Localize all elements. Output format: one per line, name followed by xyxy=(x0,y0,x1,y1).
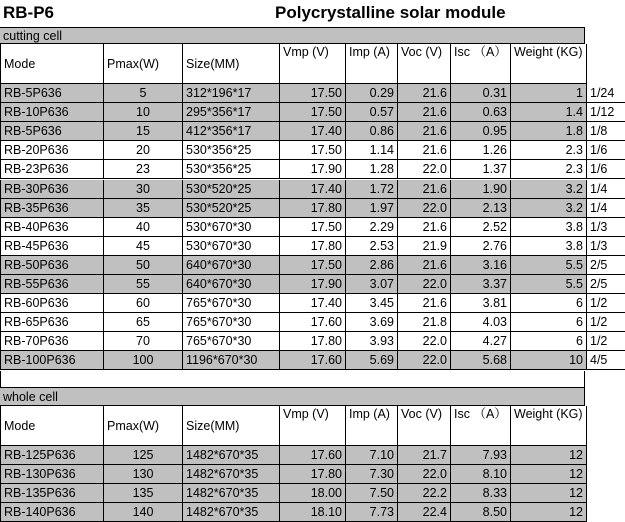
cell-pmax: 130 xyxy=(104,465,183,484)
cell-size: 530*356*25 xyxy=(183,160,280,179)
header-voc: Voc (V) xyxy=(398,406,451,446)
cell-isc: 8.33 xyxy=(451,484,511,503)
table-row xyxy=(0,103,625,122)
cell-voc: 21.7 xyxy=(398,446,451,465)
cell-ratio: 1/2 xyxy=(587,332,625,351)
cell-imp: 3.69 xyxy=(346,313,398,332)
cell-mode: RB-5P636 xyxy=(0,84,104,103)
cell-vmp: 17.90 xyxy=(280,160,346,179)
table-row xyxy=(0,465,625,484)
cell-isc: 0.95 xyxy=(451,122,511,141)
cell-voc: 22.0 xyxy=(398,160,451,179)
cell-ratio: 1/4 xyxy=(587,180,625,199)
table-row xyxy=(0,180,625,199)
cell-imp: 1.72 xyxy=(346,180,398,199)
cell-pmax: 23 xyxy=(104,160,183,179)
cell-weight: 1.8 xyxy=(511,122,587,141)
header-weight: Weight (KG) xyxy=(511,44,587,84)
cell-mode: RB-20P636 xyxy=(0,141,104,160)
cell-size: 412*356*17 xyxy=(183,122,280,141)
cell-isc: 0.63 xyxy=(451,103,511,122)
cell-mode: RB-23P636 xyxy=(0,160,104,179)
cell-mode: RB-65P636 xyxy=(0,313,104,332)
cell-size: 765*670*30 xyxy=(183,313,280,332)
cell-pmax: 20 xyxy=(104,141,183,160)
cell-imp: 2.29 xyxy=(346,218,398,237)
cell-voc: 21.6 xyxy=(398,256,451,275)
table-row xyxy=(0,160,625,179)
section-cutting-cell: cutting cell xyxy=(0,27,585,44)
cell-isc: 3.81 xyxy=(451,294,511,313)
cell-isc: 8.50 xyxy=(451,503,511,522)
cell-size: 765*670*30 xyxy=(183,294,280,313)
cell-imp: 1.97 xyxy=(346,199,398,218)
cell-pmax: 15 xyxy=(104,122,183,141)
cell-imp: 5.69 xyxy=(346,351,398,370)
cell-isc: 7.93 xyxy=(451,446,511,465)
cell-ratio: 1/6 xyxy=(587,160,625,179)
cell-vmp: 17.50 xyxy=(280,84,346,103)
cell-mode: RB-40P636 xyxy=(0,218,104,237)
cell-pmax: 70 xyxy=(104,332,183,351)
cell-mode: RB-125P636 xyxy=(0,446,104,465)
table-row xyxy=(0,294,625,313)
cell-pmax: 125 xyxy=(104,446,183,465)
header-row xyxy=(0,44,625,84)
cell-vmp: 17.80 xyxy=(280,332,346,351)
cell-weight: 1 xyxy=(511,84,587,103)
cell-pmax: 40 xyxy=(104,218,183,237)
blank-row xyxy=(0,371,625,388)
cell-vmp: 18.10 xyxy=(280,503,346,522)
cell-isc: 1.37 xyxy=(451,160,511,179)
cell-imp: 3.07 xyxy=(346,275,398,294)
cell-imp: 0.57 xyxy=(346,103,398,122)
cell-size: 530*520*25 xyxy=(183,199,280,218)
cell-mode: RB-45P636 xyxy=(0,237,104,256)
cell-pmax: 50 xyxy=(104,256,183,275)
page-title: Polycrystalline solar module xyxy=(275,3,506,22)
cell-isc: 0.31 xyxy=(451,84,511,103)
cell-imp: 3.93 xyxy=(346,332,398,351)
cell-voc: 21.8 xyxy=(398,313,451,332)
cell-size: 1482*670*35 xyxy=(183,484,280,503)
cell-voc: 21.6 xyxy=(398,180,451,199)
table-row xyxy=(0,237,625,256)
cell-size: 1482*670*35 xyxy=(183,503,280,522)
cell-isc: 8.10 xyxy=(451,465,511,484)
cell-vmp: 17.60 xyxy=(280,351,346,370)
cell-imp: 7.73 xyxy=(346,503,398,522)
cell-weight: 12 xyxy=(511,503,587,522)
cell-imp: 1.28 xyxy=(346,160,398,179)
header-size: Size(MM) xyxy=(183,406,280,446)
cell-size: 765*670*30 xyxy=(183,332,280,351)
cell-voc: 22.0 xyxy=(398,199,451,218)
cell-weight: 3.2 xyxy=(511,180,587,199)
cell-voc: 22.0 xyxy=(398,332,451,351)
cell-voc: 22.0 xyxy=(398,351,451,370)
cell-weight: 5.5 xyxy=(511,256,587,275)
cell-isc: 1.90 xyxy=(451,180,511,199)
cell-vmp: 17.50 xyxy=(280,218,346,237)
cell-pmax: 135 xyxy=(104,484,183,503)
cell-pmax: 5 xyxy=(104,84,183,103)
cell-vmp: 18.00 xyxy=(280,484,346,503)
cell-pmax: 140 xyxy=(104,503,183,522)
table-row xyxy=(0,313,625,332)
cell-ratio: 2/5 xyxy=(587,275,625,294)
cell-mode: RB-70P636 xyxy=(0,332,104,351)
cell-pmax: 35 xyxy=(104,199,183,218)
cell-weight: 6 xyxy=(511,294,587,313)
cell-size: 640*670*30 xyxy=(183,256,280,275)
cell-imp: 3.45 xyxy=(346,294,398,313)
table-row xyxy=(0,351,625,370)
cell-pmax: 65 xyxy=(104,313,183,332)
cell-mode: RB-30P636 xyxy=(0,180,104,199)
cell-size: 1482*670*35 xyxy=(183,446,280,465)
cell-size: 530*670*30 xyxy=(183,218,280,237)
cell-mode: RB-140P636 xyxy=(0,503,104,522)
cell-mode: RB-130P636 xyxy=(0,465,104,484)
cell-pmax: 45 xyxy=(104,237,183,256)
cell-ratio: 1/24 xyxy=(587,84,625,103)
cell-voc: 22.2 xyxy=(398,484,451,503)
cell-pmax: 30 xyxy=(104,180,183,199)
header-row xyxy=(0,406,625,446)
cell-imp: 1.14 xyxy=(346,141,398,160)
cell-imp: 0.29 xyxy=(346,84,398,103)
cell-ratio: 1/4 xyxy=(587,199,625,218)
table-row xyxy=(0,141,625,160)
cell-weight: 6 xyxy=(511,332,587,351)
cell-ratio: 1/6 xyxy=(587,141,625,160)
cell-size: 640*670*30 xyxy=(183,275,280,294)
cell-voc: 21.9 xyxy=(398,237,451,256)
header-imp: Imp (A) xyxy=(346,406,398,446)
cell-size: 530*356*25 xyxy=(183,141,280,160)
cell-weight: 5.5 xyxy=(511,275,587,294)
cell-weight: 1.4 xyxy=(511,103,587,122)
cell-weight: 2.3 xyxy=(511,141,587,160)
cell-pmax: 55 xyxy=(104,275,183,294)
cell-isc: 4.03 xyxy=(451,313,511,332)
cell-vmp: 17.80 xyxy=(280,465,346,484)
cell-mode: RB-55P636 xyxy=(0,275,104,294)
cell-isc: 3.37 xyxy=(451,275,511,294)
cell-mode: RB-35P636 xyxy=(0,199,104,218)
cell-vmp: 17.60 xyxy=(280,313,346,332)
cell-voc: 22.0 xyxy=(398,275,451,294)
cell-isc: 4.27 xyxy=(451,332,511,351)
cell-vmp: 17.50 xyxy=(280,141,346,160)
cell-imp: 2.86 xyxy=(346,256,398,275)
table-row xyxy=(0,484,625,503)
table-row xyxy=(0,275,625,294)
cell-pmax: 60 xyxy=(104,294,183,313)
header-vmp: Vmp (V) xyxy=(280,406,346,446)
cell-weight: 12 xyxy=(511,446,587,465)
cell-imp: 7.30 xyxy=(346,465,398,484)
cell-voc: 21.6 xyxy=(398,84,451,103)
cell-vmp: 17.80 xyxy=(280,237,346,256)
cell-weight: 12 xyxy=(511,484,587,503)
section-whole-cell: whole cell xyxy=(0,388,585,406)
cell-pmax: 10 xyxy=(104,103,183,122)
cell-weight: 2.3 xyxy=(511,160,587,179)
cell-weight: 6 xyxy=(511,313,587,332)
cell-ratio: 1/2 xyxy=(587,313,625,332)
cell-voc: 21.6 xyxy=(398,218,451,237)
cell-imp: 7.10 xyxy=(346,446,398,465)
cell-voc: 21.6 xyxy=(398,122,451,141)
cell-weight: 3.8 xyxy=(511,218,587,237)
cell-imp: 0.86 xyxy=(346,122,398,141)
cell-voc: 21.6 xyxy=(398,294,451,313)
cell-size: 1196*670*30 xyxy=(183,351,280,370)
cell-mode: RB-135P636 xyxy=(0,484,104,503)
cell-pmax: 100 xyxy=(104,351,183,370)
cell-ratio: 2/5 xyxy=(587,256,625,275)
cell-ratio: 4/5 xyxy=(587,351,625,370)
cell-ratio: 1/3 xyxy=(587,237,625,256)
cell-vmp: 17.40 xyxy=(280,122,346,141)
cell-isc: 3.16 xyxy=(451,256,511,275)
cell-mode: RB-5P636 xyxy=(0,122,104,141)
cell-imp: 2.53 xyxy=(346,237,398,256)
cell-mode: RB-10P636 xyxy=(0,103,104,122)
cell-size: 530*520*25 xyxy=(183,180,280,199)
cell-voc: 22.4 xyxy=(398,503,451,522)
cell-imp: 7.50 xyxy=(346,484,398,503)
table-row xyxy=(0,122,625,141)
cell-vmp: 17.50 xyxy=(280,256,346,275)
table-row xyxy=(0,218,625,237)
cell-vmp: 17.60 xyxy=(280,446,346,465)
cell-weight: 3.2 xyxy=(511,199,587,218)
table-row xyxy=(0,84,625,103)
header-pmax: Pmax(W) xyxy=(104,44,183,84)
cell-isc: 5.68 xyxy=(451,351,511,370)
table-row xyxy=(0,332,625,351)
table-row xyxy=(0,199,625,218)
cell-ratio: 1/8 xyxy=(587,122,625,141)
header-voc: Voc (V) xyxy=(398,44,451,84)
cell-weight: 12 xyxy=(511,465,587,484)
cell-voc: 22.0 xyxy=(398,465,451,484)
cell-vmp: 17.80 xyxy=(280,199,346,218)
header-isc: Isc （A） xyxy=(451,406,511,446)
cell-vmp: 17.40 xyxy=(280,294,346,313)
header-vmp: Vmp (V) xyxy=(280,44,346,84)
cell-size: 530*670*30 xyxy=(183,237,280,256)
cell-weight: 3.8 xyxy=(511,237,587,256)
cell-ratio: 1/3 xyxy=(587,218,625,237)
cell-mode: RB-60P636 xyxy=(0,294,104,313)
cell-isc: 1.26 xyxy=(451,141,511,160)
cell-isc: 2.13 xyxy=(451,199,511,218)
cell-voc: 21.6 xyxy=(398,141,451,160)
cell-vmp: 17.90 xyxy=(280,275,346,294)
cell-voc: 21.6 xyxy=(398,103,451,122)
cell-isc: 2.52 xyxy=(451,218,511,237)
cell-mode: RB-50P636 xyxy=(0,256,104,275)
header-weight: Weight (KG) xyxy=(511,406,587,446)
cell-weight: 10 xyxy=(511,351,587,370)
header-isc: Isc （A） xyxy=(451,44,511,84)
table-row xyxy=(0,446,625,465)
header-size: Size(MM) xyxy=(183,44,280,84)
product-code: RB-P6 xyxy=(3,3,55,22)
cell-vmp: 17.40 xyxy=(280,180,346,199)
table-row xyxy=(0,256,625,275)
cell-isc: 2.76 xyxy=(451,237,511,256)
cell-mode: RB-100P636 xyxy=(0,351,104,370)
header-mode: Mode xyxy=(0,44,104,84)
header-pmax: Pmax(W) xyxy=(104,406,183,446)
cell-size: 312*196*17 xyxy=(183,84,280,103)
table-row xyxy=(0,503,625,522)
cell-size: 295*356*17 xyxy=(183,103,280,122)
header-imp: Imp (A) xyxy=(346,44,398,84)
blank-cell xyxy=(0,371,585,388)
cell-ratio: 1/2 xyxy=(587,294,625,313)
cell-size: 1482*670*35 xyxy=(183,465,280,484)
header-mode: Mode xyxy=(0,406,104,446)
cell-ratio: 1/12 xyxy=(587,103,625,122)
cell-vmp: 17.50 xyxy=(280,103,346,122)
